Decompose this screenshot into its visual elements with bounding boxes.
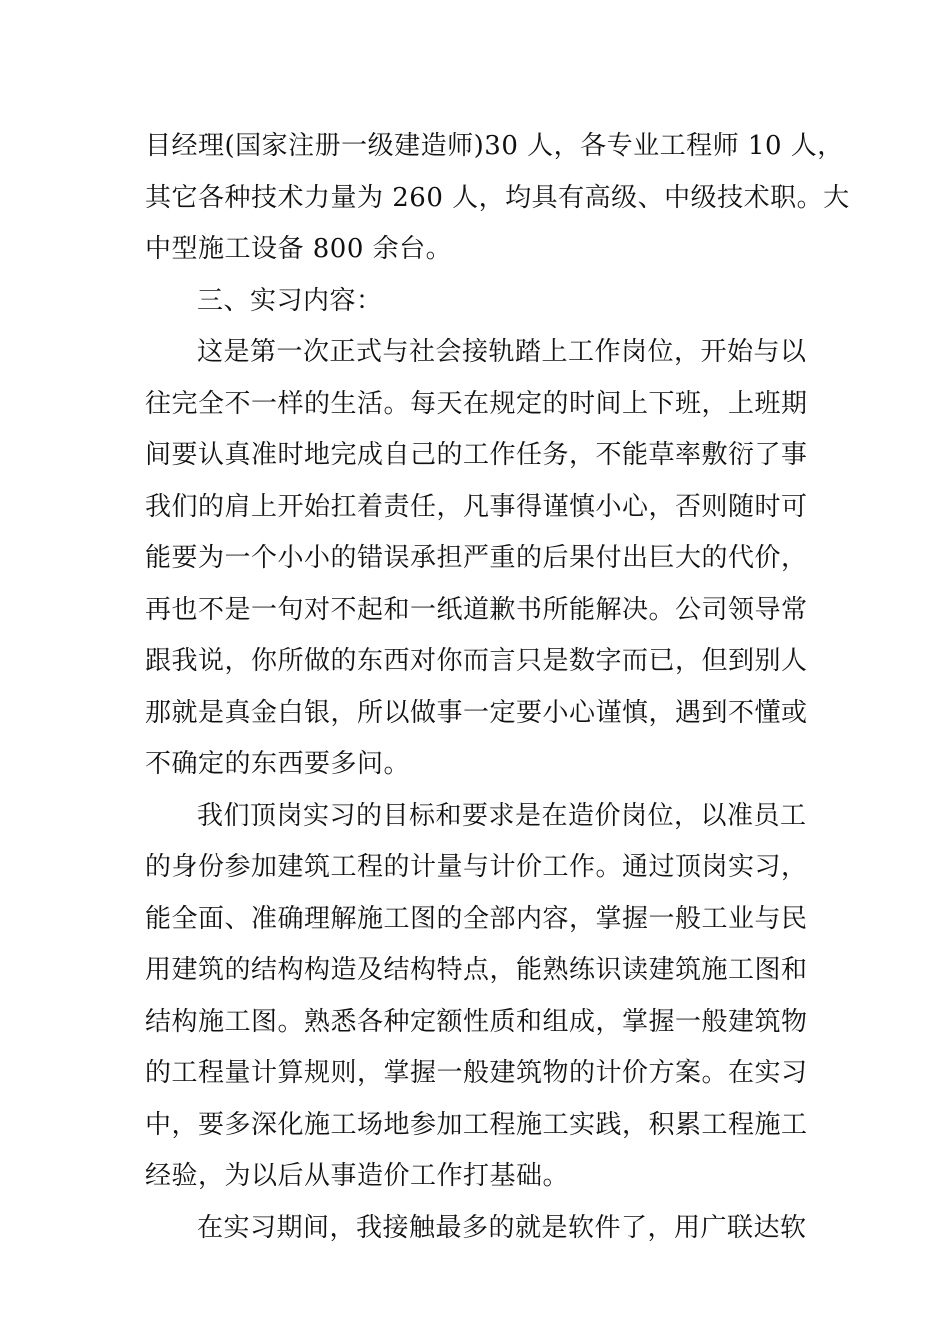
text-line: 我们顶岗实习的目标和要求是在造价岗位，以准员工 <box>197 800 807 831</box>
text-line: 的身份参加建筑工程的计量与计价工作。通过顶岗实习， <box>145 852 808 882</box>
text-line: 能要为一个小小的错误承担严重的后果付出巨大的代价， <box>145 543 808 573</box>
text-line: 往完全不一样的生活。每天在规定的时间上下班，上班期 <box>145 388 808 419</box>
document-body <box>145 126 850 1259</box>
section-heading: 三、实习内容： <box>197 285 383 316</box>
text-line: 间要认真准时地完成自己的工作任务，不能草率敷衍了事 <box>145 440 808 470</box>
text-line: 中型施工设备 800 余台。 <box>145 234 453 264</box>
text-line: 经验，为以后从事造价工作打基础。 <box>145 1161 570 1191</box>
text-line: 结构施工图。熟悉各种定额性质和组成，掌握一般建筑物 <box>145 1006 808 1037</box>
text-line: 跟我说，你所做的东西对你而言只是数字而已，但到别人 <box>145 646 808 676</box>
text-line: 我们的肩上开始扛着责任，凡事得谨慎小心，否则随时可 <box>145 491 808 522</box>
text-line: 中，要多深化施工场地参加工程施工实践，积累工程施工 <box>145 1109 808 1140</box>
text-line: 不确定的东西要多问。 <box>145 749 411 779</box>
text-line: 其它各种技术力量为 260 人，均具有高级、中级技术职。大 <box>145 182 850 213</box>
text-line: 目经理(国家注册一级建造师)30 人，各专业工程师 10 人， <box>145 131 844 161</box>
text-line: 能全面、准确理解施工图的全部内容，掌握一般工业与民 <box>145 903 808 934</box>
text-line: 那就是真金白银，所以做事一定要小心谨慎，遇到不懂或 <box>145 697 808 728</box>
text-line: 再也不是一句对不起和一纸道歉书所能解决。公司领导常 <box>145 594 808 625</box>
text-line: 这是第一次正式与社会接轨踏上工作岗位，开始与以 <box>197 337 807 367</box>
text-line: 的工程量计算规则，掌握一般建筑物的计价方案。在实习 <box>145 1058 808 1088</box>
text-line: 在实习期间，我接触最多的就是软件了，用广联达软 <box>197 1212 807 1243</box>
text-line: 用建筑的结构构造及结构特点，能熟练识读建筑施工图和 <box>145 955 808 985</box>
